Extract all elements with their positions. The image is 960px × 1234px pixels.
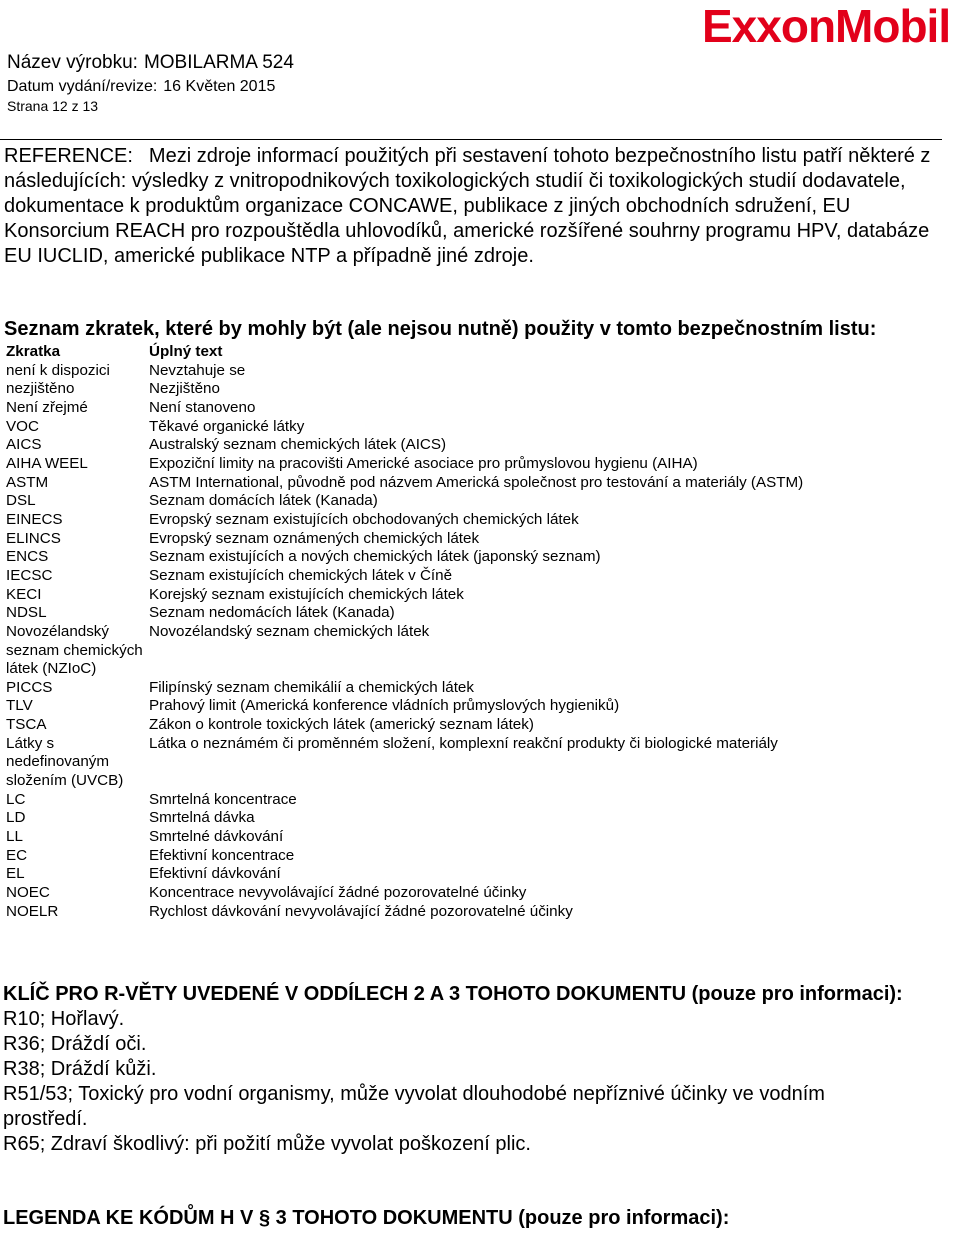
abbreviation-cell: Látky s nedefinovaným složením (UVCB): [6, 734, 124, 790]
abbreviation-cell: DSL: [6, 492, 36, 510]
abbreviation-cell: IECSC: [6, 566, 53, 584]
table-row: [6, 903, 803, 922]
table-row: [6, 716, 803, 735]
full-text-cell: Australský seznam chemických látek (AICS): [149, 436, 447, 454]
r-phrases-list: [3, 1007, 903, 1157]
h-legend-part2: 3 TOHOTO DOKUMENTU (pouze pro informaci):: [275, 1207, 730, 1229]
date-label: Datum vydání/revize:: [7, 77, 158, 95]
abbreviation-cell: Není zřejmé: [6, 398, 88, 416]
r-phrase-item: R51/53; Toxický pro vodní organismy, může vyvolat dlouhodobé nepříznivé účinky ve vodním prostředí.: [3, 1083, 825, 1130]
full-text-cell: Seznam domácích látek (Kanada): [149, 492, 378, 510]
abbreviation-cell: ELINCS: [6, 529, 61, 547]
h-legend-part1: LEGENDA KE KÓDŮM H V: [3, 1207, 254, 1229]
table-row: [6, 380, 803, 399]
abbreviation-cell: EC: [6, 846, 28, 864]
table-row: [6, 511, 803, 530]
full-text-cell: Expoziční limity na pracovišti Americké asociace pro průmyslovou hygienu (AIHA): [149, 454, 698, 472]
full-text-cell: Nezjištěno: [149, 380, 220, 398]
table-row: [6, 436, 803, 455]
references-label: REFERENCE:: [4, 145, 133, 167]
abbreviations-table: [6, 343, 803, 921]
abbreviation-cell: TLV: [6, 697, 33, 715]
abbreviation-cell: Novozélandský seznam chemických látek (NZIoC): [6, 622, 143, 678]
table-row: [6, 791, 803, 810]
table-row: [6, 418, 803, 437]
product-name: MOBILARMA 524: [143, 52, 294, 73]
full-text-cell: Smrtelná koncentrace: [149, 790, 297, 808]
table-row: [6, 530, 803, 549]
column-header-full-text: Úplný text: [149, 343, 223, 360]
full-text-cell: Není stanoveno: [149, 398, 256, 416]
abbreviation-cell: VOC: [6, 417, 39, 435]
full-text-cell: Látka o neznámém či proměnném složení, komplexní reakční produkty či biologické materiály: [149, 734, 778, 752]
abbreviation-cell: NOELR: [6, 902, 59, 920]
abbreviation-cell: ENCS: [6, 548, 49, 566]
full-text-cell: Novozélandský seznam chemických látek: [149, 622, 430, 640]
table-row: [6, 847, 803, 866]
table-row: [6, 884, 803, 903]
logo-text: ExxonMobil: [702, 0, 951, 52]
table-row: [6, 586, 803, 605]
table-row: [6, 399, 803, 418]
abbreviation-cell: KECI: [6, 585, 42, 603]
header-divider: [0, 139, 942, 140]
full-text-cell: Rychlost dávkování nevyvolávající žádné pozorovatelné účinky: [149, 902, 573, 920]
column-header-abbreviation: Zkratka: [6, 343, 61, 360]
product-label: Název výrobku:: [7, 52, 138, 73]
table-row: [6, 828, 803, 847]
full-text-cell: Smrtelná dávka: [149, 809, 255, 827]
r-phrase-item: R38; Dráždí kůži.: [3, 1058, 157, 1080]
table-row: [6, 604, 803, 623]
table-row: [6, 735, 803, 791]
table-row: [6, 492, 803, 511]
abbreviation-cell: NOEC: [6, 884, 50, 902]
r-phrases-section: [3, 982, 903, 1157]
document-header: [7, 52, 294, 115]
full-text-cell: Filipínský seznam chemikálií a chemických látek: [149, 678, 474, 696]
exxonmobil-logo: [702, 0, 958, 52]
table-row: [6, 567, 803, 586]
full-text-cell: Korejský seznam existujících chemických látek: [149, 585, 464, 603]
full-text-cell: Efektivní dávkování: [149, 865, 281, 883]
full-text-cell: Těkavé organické látky: [149, 417, 305, 435]
r-phrase-item: R10; Hořlavý.: [3, 1008, 125, 1030]
h-codes-legend-title: [3, 1206, 729, 1231]
abbreviation-cell: TSCA: [6, 716, 47, 734]
product-name-line: [7, 52, 294, 75]
r-phrase-item: R36; Dráždí oči.: [3, 1033, 147, 1055]
abbreviations-title: Seznam zkratek, které by mohly být (ale nejsou nutně) použity v tomto bezpečnostním listu:: [4, 318, 877, 340]
abbreviations-rows: [6, 362, 803, 922]
page-number: Strana 12 z 13: [7, 97, 99, 114]
table-row: [6, 455, 803, 474]
table-row: [6, 623, 803, 679]
abbreviation-cell: LL: [6, 828, 23, 846]
full-text-cell: Seznam nedomácích látek (Kanada): [149, 604, 395, 622]
abbreviation-cell: ASTM: [6, 473, 49, 491]
full-text-cell: Nevztahuje se: [149, 361, 246, 379]
r-phrase-item: R65; Zdraví škodlivý: při požití může vyvolat poškození plic.: [3, 1133, 531, 1155]
full-text-cell: Seznam existujících chemických látek v Číně: [149, 566, 453, 584]
abbreviation-cell: AICS: [6, 436, 42, 454]
references-section: [4, 144, 939, 269]
full-text-cell: Evropský seznam oznámených chemických látek: [149, 529, 480, 547]
abbreviation-cell: nezjištěno: [6, 380, 75, 398]
abbreviation-cell: EL: [6, 865, 25, 883]
full-text-cell: Seznam existujících a nových chemických látek (japonský seznam): [149, 548, 601, 566]
table-row: [6, 697, 803, 716]
full-text-cell: Zákon o kontrole toxických látek (americký seznam látek): [149, 716, 534, 734]
section-symbol: §: [258, 1207, 271, 1229]
full-text-cell: Evropský seznam existujících obchodovaných chemických látek: [149, 510, 579, 528]
full-text-cell: Koncentrace nevyvolávající žádné pozorovatelné účinky: [149, 884, 527, 902]
r-phrases-title: KLÍČ PRO R-VĚTY UVEDENÉ V ODDÍLECH 2 A 3 TOHOTO DOKUMENTU (pouze pro informaci):: [3, 983, 903, 1005]
table-row: [6, 362, 803, 381]
revision-date-line: [7, 77, 294, 96]
abbreviation-cell: NDSL: [6, 604, 47, 622]
full-text-cell: Smrtelné dávkování: [149, 828, 284, 846]
table-row: [6, 548, 803, 567]
abbreviation-cell: LC: [6, 790, 26, 808]
abbreviation-cell: není k dispozici: [6, 361, 110, 379]
abbreviation-cell: LD: [6, 809, 26, 827]
abbreviation-cell: EINECS: [6, 510, 63, 528]
full-text-cell: Efektivní koncentrace: [149, 846, 295, 864]
abbreviations-table-header: [6, 343, 803, 362]
abbreviation-cell: AIHA WEEL: [6, 454, 88, 472]
full-text-cell: ASTM International, původně pod názvem Americká společnost pro testování a materiály (ASTM): [149, 473, 804, 491]
table-row: [6, 474, 803, 493]
table-row: [6, 679, 803, 698]
table-row: [6, 809, 803, 828]
table-row: [6, 865, 803, 884]
references-text: Mezi zdroje informací použitých při sestavení tohoto bezpečnostního listu patří některé z následujících: výsledky z vnitropodnikových toxikologických studií či toxikologických studií dodavatele, dokumentace k produktům organizace CONCAWE, publikace z jiných obchodních sdružení, EU Konsorcium REACH pro rozpouštědla uhlovodíků, americké rozšířené souhrny programu HPV, databáze EU IUCLID, americké publikace NTP a případně jiné zdroje.: [4, 145, 931, 267]
abbreviation-cell: PICCS: [6, 678, 53, 696]
full-text-cell: Prahový limit (Americká konference vládních průmyslových hygieniků): [149, 697, 620, 715]
date-value: 16 Květen 2015: [163, 77, 276, 95]
